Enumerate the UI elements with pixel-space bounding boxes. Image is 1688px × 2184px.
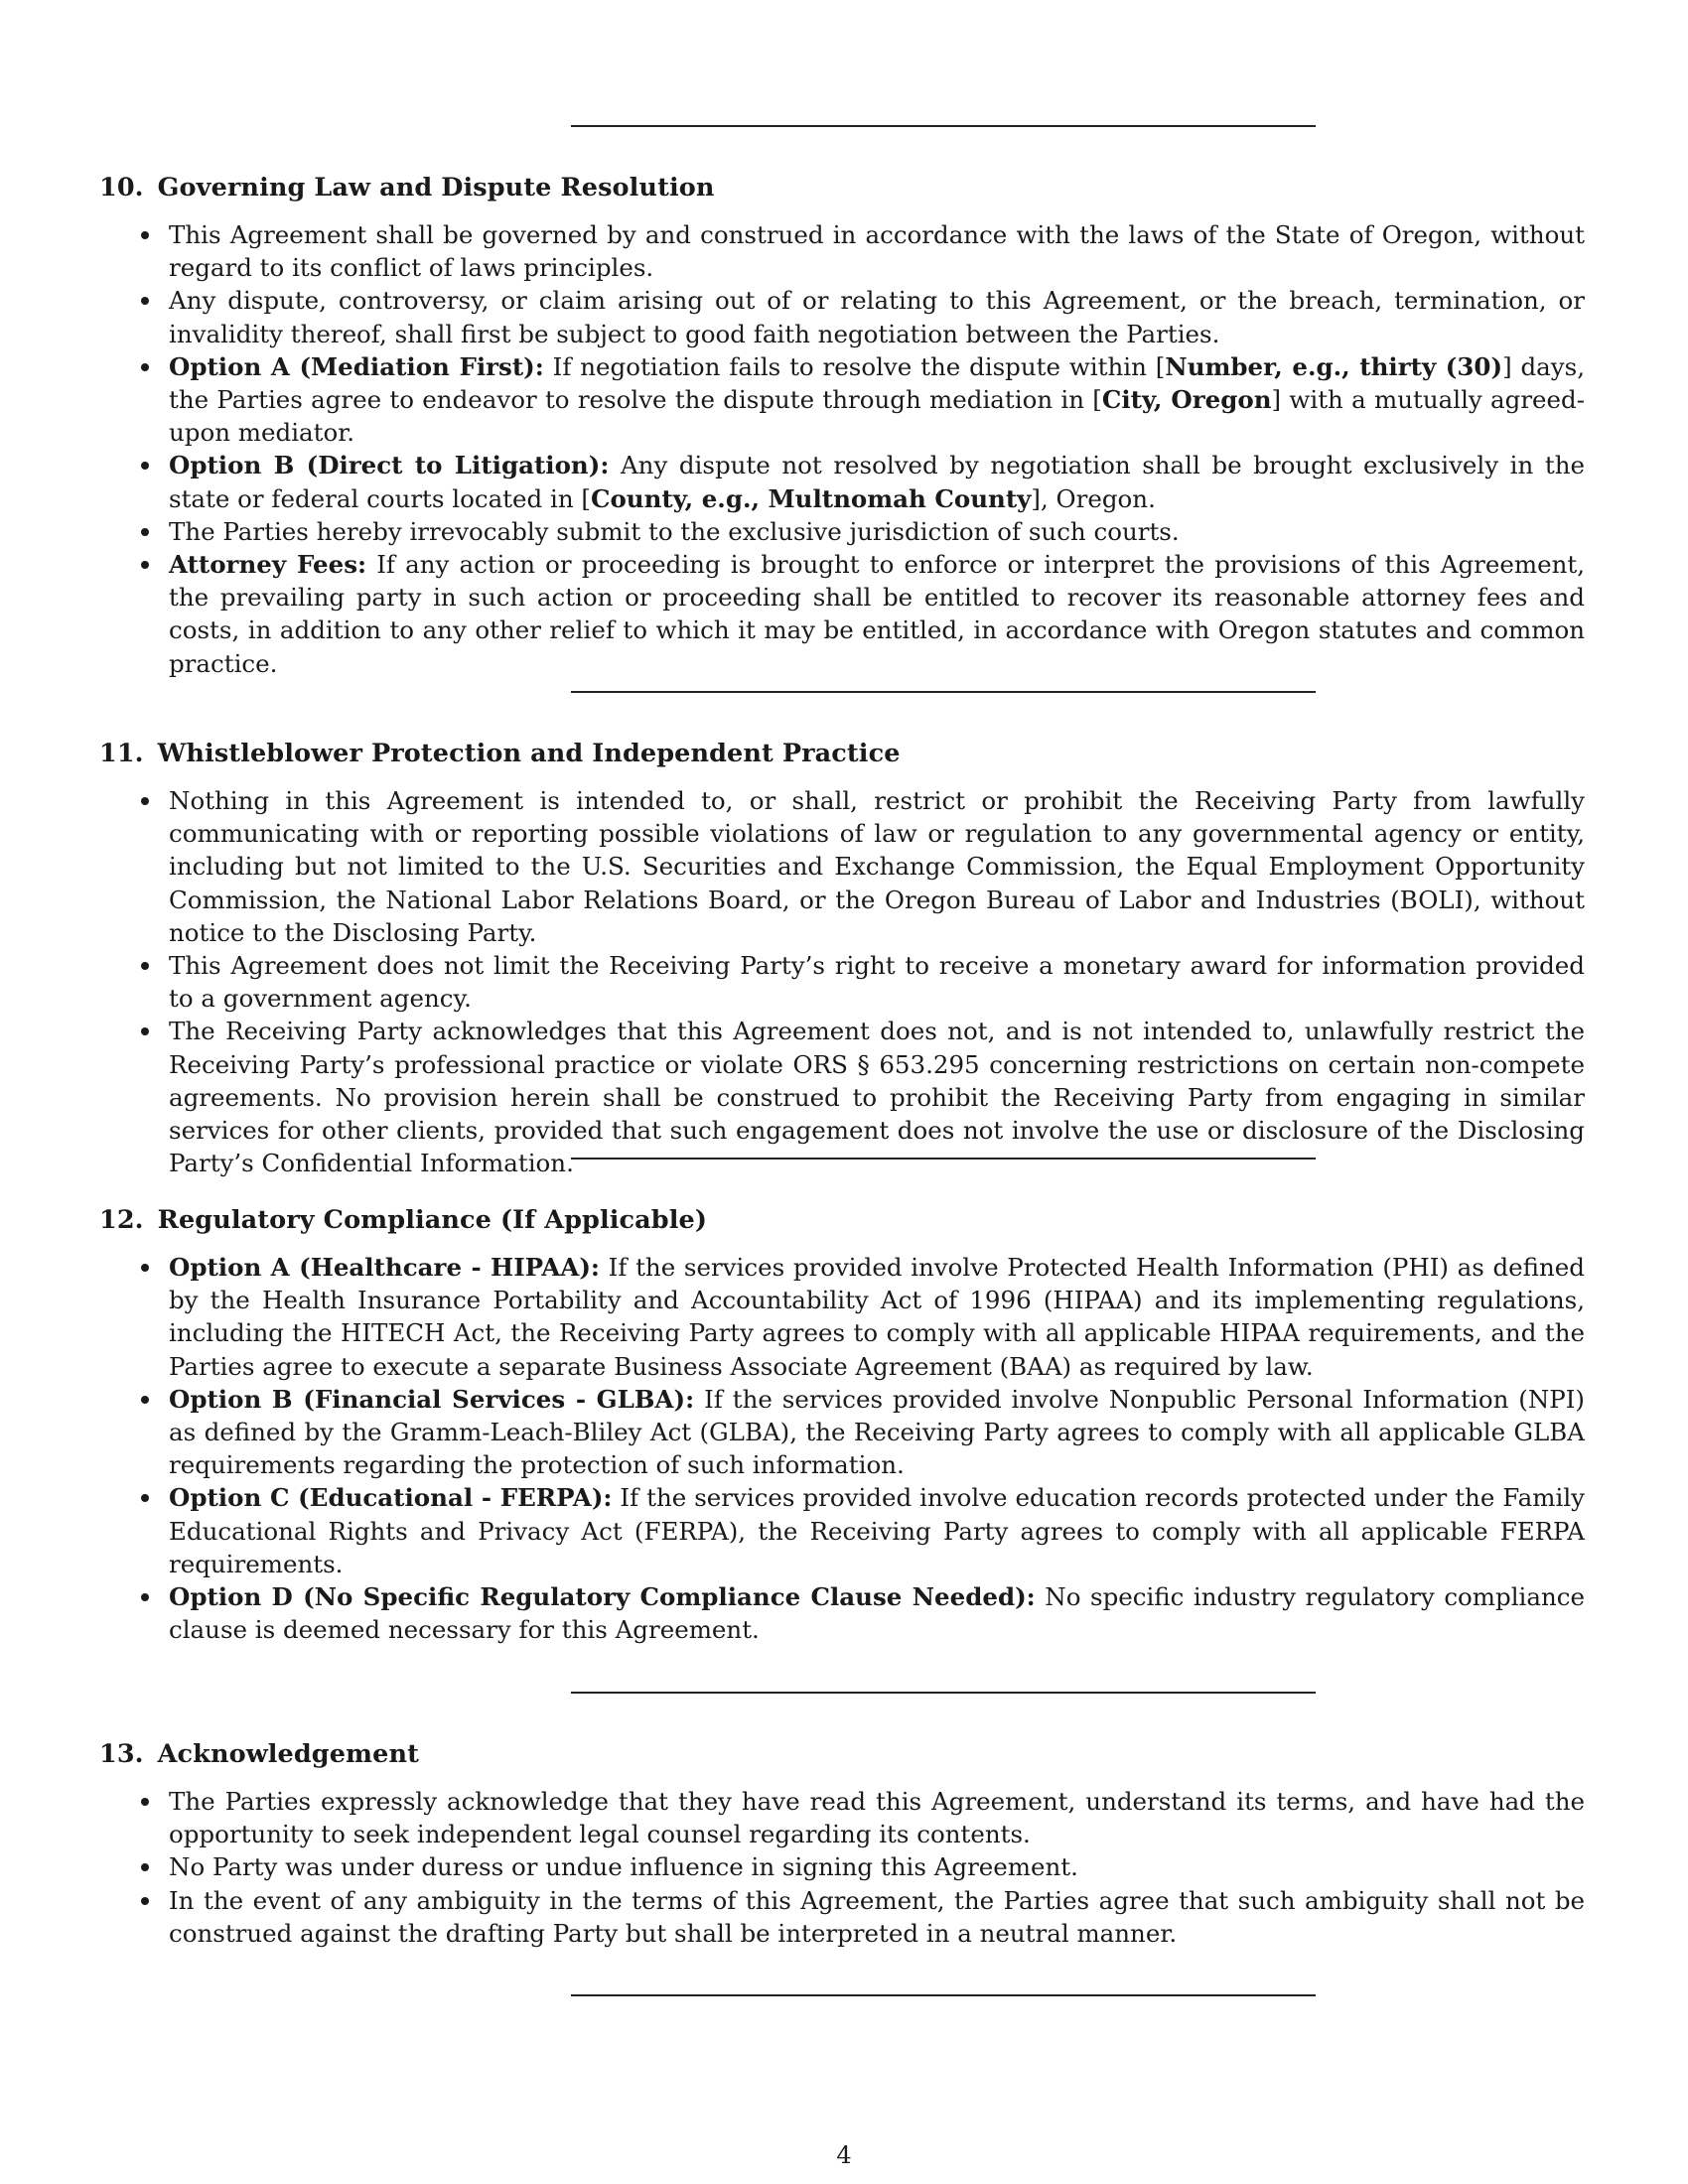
section-divider [571,125,1316,127]
section-title: Governing Law and Dispute Resolution [157,173,715,203]
item-text: No specific industry regulatory compliance clause is deemed necessary for this Agreement. [169,1582,1585,1645]
list-item [99,218,1589,284]
item-label: Attorney Fees: [169,550,367,580]
list-item [99,784,1589,949]
item-text: If the services provided involve Nonpublic Personal Information (NPI) as defined by the Gramm-Leach-Bliley Act (GLBA), the Receiving Party agrees to comply with all applicable GLBA requirements regarding the protection of such information. [169,1384,1585,1480]
section-heading [99,171,1589,205]
placeholder-text: Number, e.g., thirty (30) [1165,351,1503,381]
item-text: No Party was under duress or undue influence in signing this Agreement. [169,1852,1078,1882]
list-item [99,1850,1589,1883]
placeholder-text: County, e.g., Multnomah County [590,483,1032,513]
list-item [99,548,1589,680]
section-heading [99,1737,1589,1771]
section-number: 11. [99,739,144,768]
item-label: Option B (Financial Services - GLBA): [169,1384,695,1414]
page-number: 4 [836,2141,852,2169]
item-text: If the services provided involve Protected Health Information (PHI) as defined by the Health Insurance Portability and Accountability Act of 1996 (HIPAA) and its implementing regulations, including the HITECH Act, the Receiving Party agrees to comply with all applicable HIPAA requirements, and the Parties agree to execute a separate Business Associate Agreement (BAA) as required by law. [169,1253,1585,1381]
list-item [99,1884,1589,1950]
section-title: Regulatory Compliance (If Applicable) [157,1205,707,1235]
list-item [99,1481,1589,1580]
section-list [99,218,1589,680]
item-text: In the event of any ambiguity in the terms of this Agreement, the Parties agree that such ambiguity shall not be construed against the drafting Party but shall be interpreted in a neutral manner. [169,1885,1585,1948]
section-divider [571,1692,1316,1694]
item-text: ] days, the Parties agree to endeavor to resolve the dispute through mediation in [ [169,351,1585,415]
item-text: The Parties expressly acknowledge that they have read this Agreement, understand its terms, and have had the opportunity to seek independent legal counsel regarding its contents. [169,1787,1585,1849]
item-text: The Receiving Party acknowledges that this Agreement does not, and is not intended to, unlawfully restrict the Receiving Party’s professional practice or violate ORS § 653.295 concerning restrictions on certain non-compete agreements. No provision herein shall be construed to prohibit the Receiving Party from engaging in similar services for other clients, provided that such engagement does not involve the use or disclosure of the Disclosing Party’s Confidential Information. [169,1017,1585,1178]
item-text: Nothing in this Agreement is intended to, or shall, restrict or prohibit the Receiving Party from lawfully communicating with or reporting possible violations of law or regulation to any governmental agency or entity, including but not limited to the U.S. Securities and Exchange Commission, the Equal Employment Opportunity Commission, the National Labor Relations Board, or the Oregon Bureau of Labor and Industries (BOLI), without notice to the Disclosing Party. [169,786,1585,947]
item-label: Option A (Healthcare - HIPAA): [169,1253,600,1282]
list-item [99,1785,1589,1850]
item-text: Any dispute, controversy, or claim arising out of or relating to this Agreement, or the breach, termination, or invalidity thereof, shall first be subject to good faith negotiation between the Parties. [169,286,1585,348]
item-text: If any action or proceeding is brought to enforce or interpret the provisions of this Agreement, the prevailing party in such action or proceeding shall be entitled to recover its reasonable attorney fees and costs, in addition to any other relief to which it may be entitled, in accordance with Oregon statutes and common practice. [169,550,1585,678]
section-divider [571,1158,1316,1160]
section-heading [99,737,1589,770]
section-10 [99,171,1589,680]
list-item [99,1015,1589,1179]
section-heading [99,1203,1589,1237]
item-text: Any dispute not resolved by negotiation shall be brought exclusively in the state or federal courts located in [ [169,451,1585,513]
list-item [99,1251,1589,1383]
item-text: The Parties hereby irrevocably submit to the exclusive jurisdiction of such courts. [169,516,1180,546]
item-text: ] with a mutually agreed-upon mediator. [169,385,1585,448]
section-list [99,1785,1589,1950]
item-label: Option D (No Specific Regulatory Compliance Clause Needed): [169,1582,1036,1612]
list-item [99,1580,1589,1646]
item-text: This Agreement does not limit the Receiving Party’s right to receive a monetary award for information provided to a government agency. [169,951,1585,1014]
section-divider [571,1994,1316,1996]
section-title: Whistleblower Protection and Independent Practice [157,739,901,768]
section-number: 13. [99,1739,144,1769]
list-item [99,449,1589,514]
section-number: 12. [99,1205,144,1235]
section-list [99,784,1589,1179]
section-13 [99,1737,1589,1950]
section-list [99,1251,1589,1646]
item-label: Option C (Educational - FERPA): [169,1483,613,1513]
section-number: 10. [99,173,144,203]
item-text: ], Oregon. [1031,483,1156,513]
list-item [99,949,1589,1015]
section-divider [571,691,1316,693]
item-text: If negotiation fails to resolve the dispute within [ [543,351,1166,381]
list-item [99,284,1589,349]
list-item [99,350,1589,450]
list-item [99,515,1589,548]
section-12 [99,1203,1589,1646]
section-title: Acknowledgement [157,1739,419,1769]
item-label: Option B (Direct to Litigation): [169,451,610,480]
placeholder-text: City, Oregon [1101,385,1272,415]
item-label: Option A (Mediation First): [169,351,544,381]
item-text: If the services provided involve education records protected under the Family Educational Rights and Privacy Act (FERPA), the Receiving Party agrees to comply with all applicable FERPA requirements. [169,1483,1585,1578]
section-11 [99,737,1589,1179]
list-item [99,1383,1589,1482]
item-text: This Agreement shall be governed by and construed in accordance with the laws of the State of Oregon, without regard to its conflict of laws principles. [169,220,1585,283]
